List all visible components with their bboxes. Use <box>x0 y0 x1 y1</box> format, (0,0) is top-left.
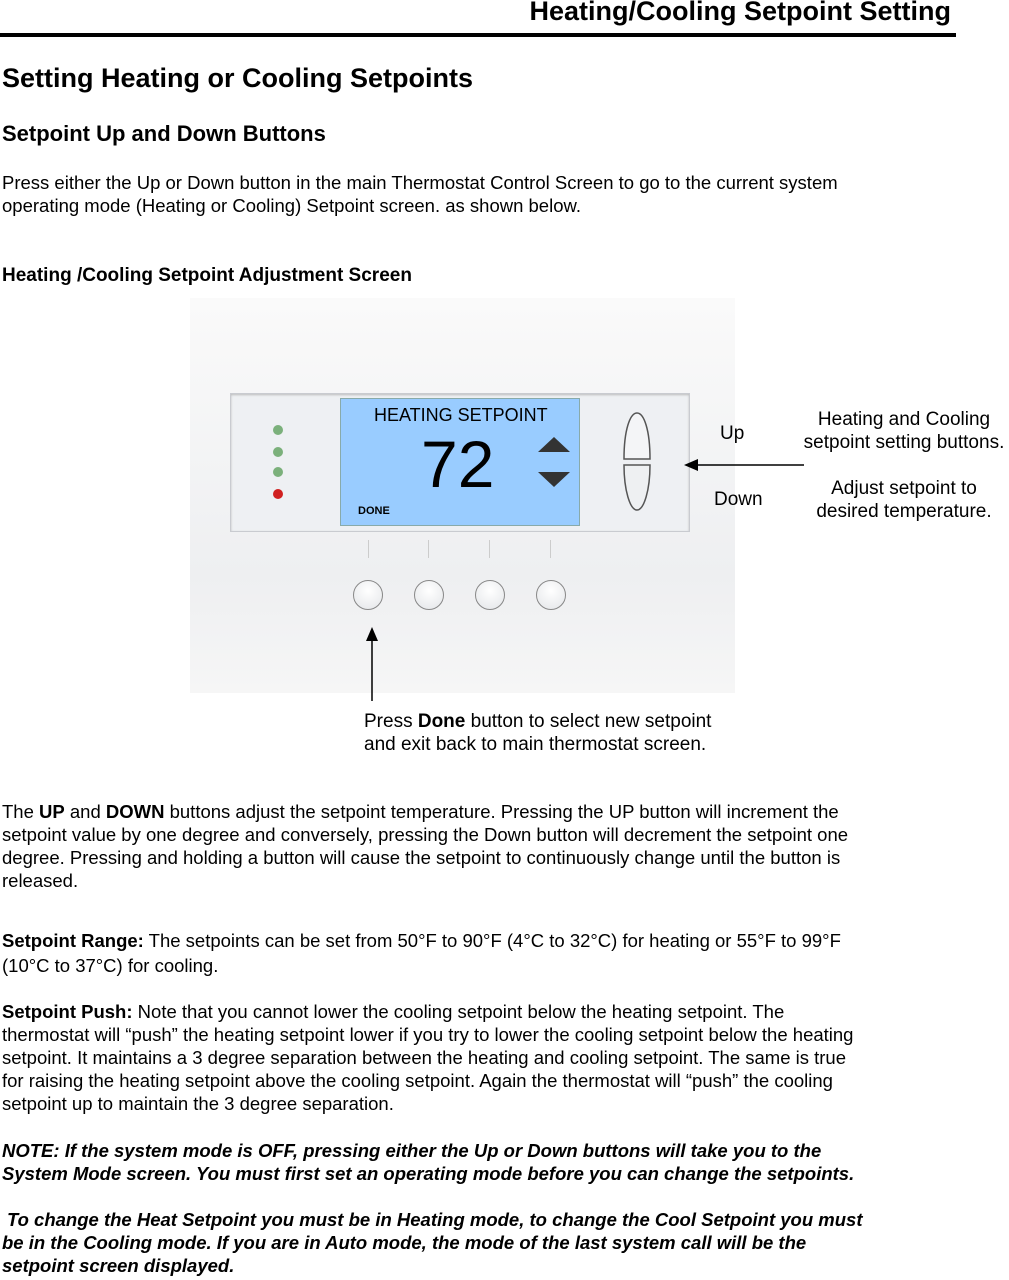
mode-note: To change the Heat Setpoint you must be in Heating mode, to change the Cool Setpoint you must be in the Cooling mode. If you are in Auto mode, the mode of the last system call will be the setpoint screen displayed. <box>2 1209 863 1276</box>
done-description: Press Done button to select new setpoint and exit back to main thermostat screen. <box>364 711 712 755</box>
push-paragraph: Setpoint Push: Note that you cannot lower the cooling setpoint below the heating setpoint. The thermostat will “push” the heating setpoint lower if you try to lower the cooling setpoint below the heating setpoint. It maintains a 3 degree separation between the heating and cooling setpoint. The same is true for raising the heating setpoint above the cooling setpoint. Again the thermostat will “push” the cooling setpoint up to maintain the 3 degree separation. <box>2 1001 854 1114</box>
section-title: Setting Heating or Cooling Setpoints <box>2 63 473 93</box>
soft-button[interactable] <box>475 580 505 610</box>
page-header-title: Heating/Cooling Setpoint Setting <box>529 0 951 26</box>
header-rule <box>0 33 956 37</box>
green-led-icon <box>273 447 283 457</box>
figure-caption: Heating /Cooling Setpoint Adjustment Screen <box>2 265 412 286</box>
done-label[interactable]: DONE <box>358 505 390 517</box>
green-led-icon <box>273 467 283 477</box>
up-label: Up <box>720 423 745 444</box>
down-label: Down <box>714 489 763 510</box>
system-off-note: NOTE: If the system mode is OFF, pressing either the Up or Down buttons will take you to the System Mode screen. You must first set an operating mode before you can change the setpoints. <box>2 1140 855 1184</box>
adjust-description: Adjust setpoint to desired temperature. <box>816 478 992 522</box>
intro-line: Press either the Up or Down button in the main Thermostat Control Screen to go to the current system <box>2 172 838 193</box>
done-button[interactable] <box>353 580 383 610</box>
up-down-button-icon[interactable] <box>620 410 654 514</box>
up-down-arrows-icon <box>537 435 571 491</box>
buttons-description: Heating and Cooling setpoint setting buttons. <box>803 409 1005 453</box>
green-led-icon <box>273 425 283 435</box>
arrow-up-icon <box>362 627 382 703</box>
soft-button[interactable] <box>414 580 444 610</box>
subsection-title: Setpoint Up and Down Buttons <box>2 121 326 146</box>
thermostat-screen <box>340 398 580 526</box>
red-led-icon <box>273 489 283 499</box>
arrow-left-icon <box>684 455 806 475</box>
thermostat-image <box>190 298 735 693</box>
setpoint-value: 72 <box>421 427 495 501</box>
screen-title: HEATING SETPOINT <box>374 405 548 425</box>
soft-button[interactable] <box>536 580 566 610</box>
range-paragraph: Setpoint Range: The setpoints can be set from 50°F to 90°F (4°C to 32°C) for heating or 55°F to 99°F (10°C to 37°C) for cooling. <box>2 930 841 976</box>
updown-paragraph: The UP and DOWN buttons adjust the setpoint temperature. Pressing the UP button will increment the setpoint value by one degree and conversely, pressing the Down button will decrement the setpoint one degree. Pressing and holding a button will cause the setpoint to continuously change until the button is released. <box>2 801 849 891</box>
intro-line: operating mode (Heating or Cooling) Setpoint screen. as shown below. <box>2 195 581 216</box>
